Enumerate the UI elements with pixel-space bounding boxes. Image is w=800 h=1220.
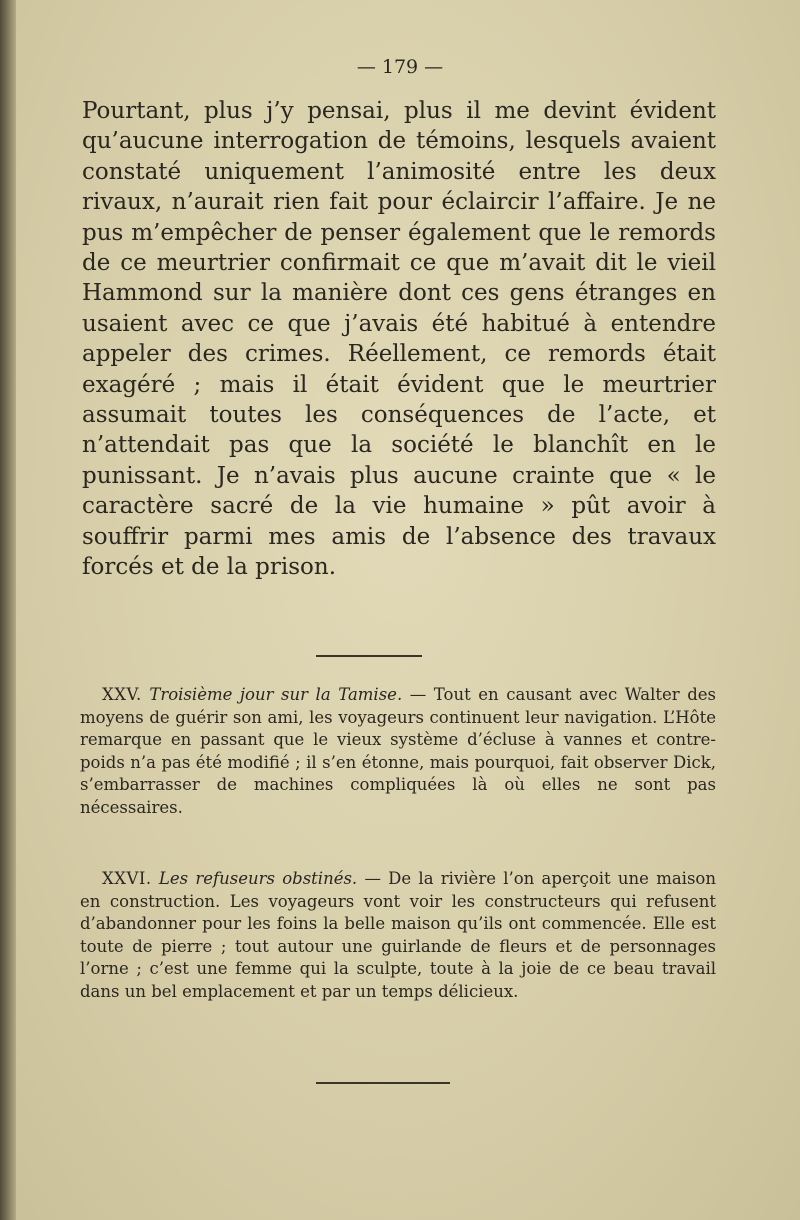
page-number: — 179 —: [356, 56, 444, 78]
book-spine-shadow: [0, 0, 16, 1220]
chapter-numeral: XXV.: [102, 685, 142, 704]
section-divider: [316, 1082, 450, 1084]
chapter-numeral: XXVI.: [102, 869, 152, 888]
chapter-summary-text: — De la rivière l’on aperçoit une maison en construction. Les voyageurs vont voir les constructeurs qui refusent d’abandonner pour les foins la belle maison qu’ils ont commencée. Elle est toute de pierre ; tout autour une guirlande de fleurs et de personnages l’orne ; c’est une femme qui la sculpte, toute à la joie de ce beau travail dans un bel emplacement et par un temps délicieux.: [80, 869, 716, 1001]
chapter-summary-25: [80, 684, 716, 819]
main-paragraph: Pourtant, plus j’y pensai, plus il me devint évident qu’aucune interrogation de témoins, lesquels avaient constaté uniquement l’animosité entre les deux rivaux, n’aurait rien fait pour éclaircir l’affaire. Je ne pus m’empêcher de penser également que le remords de ce meurtrier confirmait ce que m’avait dit le vieil Hammond sur la manière dont ces gens étranges en usaient avec ce que j’avais été habitué à entendre appeler des crimes. Réellement, ce remords était exagéré ; mais il était évident que le meurtrier assumait toutes les conséquences de l’acte, et n’attendait pas que la société le blanchît en le punissant. Je n’avais plus aucune crainte que « le caractère sacré de la vie humaine » pût avoir à souffrir parmi mes amis de l’absence des travaux forcés et de la prison.: [82, 98, 716, 581]
chapter-title: Les refuseurs obstinés.: [158, 869, 358, 888]
chapter-summary-26: [80, 868, 716, 1003]
chapter-summary-text: — Tout en causant avec Walter des moyens de guérir son ami, les voyageurs continuent leur navigation. L’Hôte remarque en passant que le vieux système d’écluse à vannes et contre-poids n’a pas été modifié ; il s’en étonne, mais pourquoi, fait observer Dick, s’embarrasser de machines compliquées là où elles ne sont pas nécessaires.: [80, 685, 717, 817]
section-divider: [316, 655, 422, 657]
chapter-title: Troisième jour sur la Tamise.: [149, 685, 403, 704]
